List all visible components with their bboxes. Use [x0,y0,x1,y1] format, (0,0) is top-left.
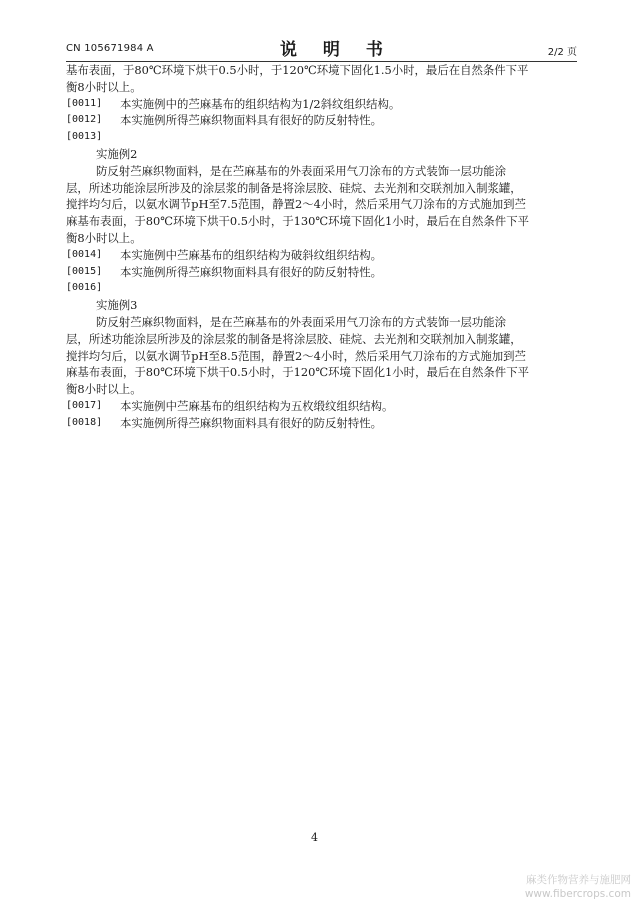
watermark [525,873,631,901]
paragraph-number: [0015] [66,265,103,277]
paragraph-number: [0012] [66,114,103,126]
patent-number: CN 105671984 A [66,43,154,54]
numbered-paragraph [66,247,577,264]
paragraph-text: 本实施例所得苎麻织物面料具有很好的防反射特性。 [120,113,382,128]
text-line: 层，所述功能涂层所涉及的涂层浆的制备是将涂层胶、硅烷、去光剂和交联剂加入制浆罐， [66,331,522,346]
text-line: 衡8小时以上。 [66,79,142,94]
document-body [66,62,577,432]
text-line: 麻基布表面，于80℃环境下烘干0.5小时，于130℃环境下固化1小时，最后在自然条件下平 [66,214,529,229]
text-line: 层，所述功能涂层所涉及的涂层浆的制备是将涂层胶、硅烷、去光剂和交联剂加入制浆罐， [66,180,522,195]
numbered-paragraph [66,96,577,113]
numbered-paragraph [66,112,577,129]
text-line: 搅拌均匀后，以氨水调节pH至7.5范围，静置2～4小时，然后采用气刀涂布的方式施加到苎 [66,197,526,212]
text-line: 麻基布表面，于80℃环境下烘干0.5小时，于120℃环境下固化1小时，最后在自然条件下平 [66,365,529,380]
paragraph-text: 本实施例中苎麻基布的组织结构为五枚缎纹组织结构。 [120,398,394,413]
text-line: 搅拌均匀后，以氨水调节pH至8.5范围，静置2～4小时，然后采用气刀涂布的方式施加到苎 [66,348,526,363]
numbered-paragraph [66,264,577,281]
paragraph-text: 本实施例中苎麻基布的组织结构为破斜纹组织结构。 [120,247,382,262]
paragraph-text: 本实施例中的苎麻基布的组织结构为1/2斜纹组织结构。 [120,96,401,111]
paragraph-number: [0011] [66,97,103,109]
text-line: 衡8小时以上。 [66,382,142,397]
document-title: 说 明 书 [280,40,393,60]
numbered-paragraph [66,280,577,297]
numbered-paragraph [66,129,577,146]
watermark-url: www.fibercrops.com [524,888,631,900]
page-number: 4 [311,831,318,844]
text-line: 衡8小时以上。 [66,230,142,245]
indented-text-line: 实施例3 [96,298,138,313]
indented-text-line: 防反射苎麻织物面料，是在苎麻基布的外表面采用气刀涂布的方式装饰一层功能涂 [96,163,507,178]
paragraph-number: [0013] [66,131,103,143]
paragraph-number: [0018] [66,416,103,428]
paragraph-text: 本实施例所得苎麻织物面料具有很好的防反射特性。 [120,415,382,430]
paragraph-number: [0017] [66,399,103,411]
numbered-paragraph [66,415,577,432]
watermark-name: 麻类作物营养与施肥网 [526,874,631,886]
paragraph-number: [0016] [66,282,103,294]
indented-text-line: 实施例2 [96,146,138,161]
paragraph-number: [0014] [66,248,103,260]
text-line: 基布表面，于80℃环境下烘干0.5小时，于120℃环境下固化1.5小时，最后在自然条件下平 [66,63,529,77]
paragraph-text: 本实施例所得苎麻织物面料具有很好的防反射特性。 [120,264,382,279]
page-count: 2/2 页 [547,47,577,58]
indented-text-line: 防反射苎麻织物面料，是在苎麻基布的外表面采用气刀涂布的方式装饰一层功能涂 [96,314,507,329]
numbered-paragraph [66,398,577,415]
document-header [66,33,577,59]
